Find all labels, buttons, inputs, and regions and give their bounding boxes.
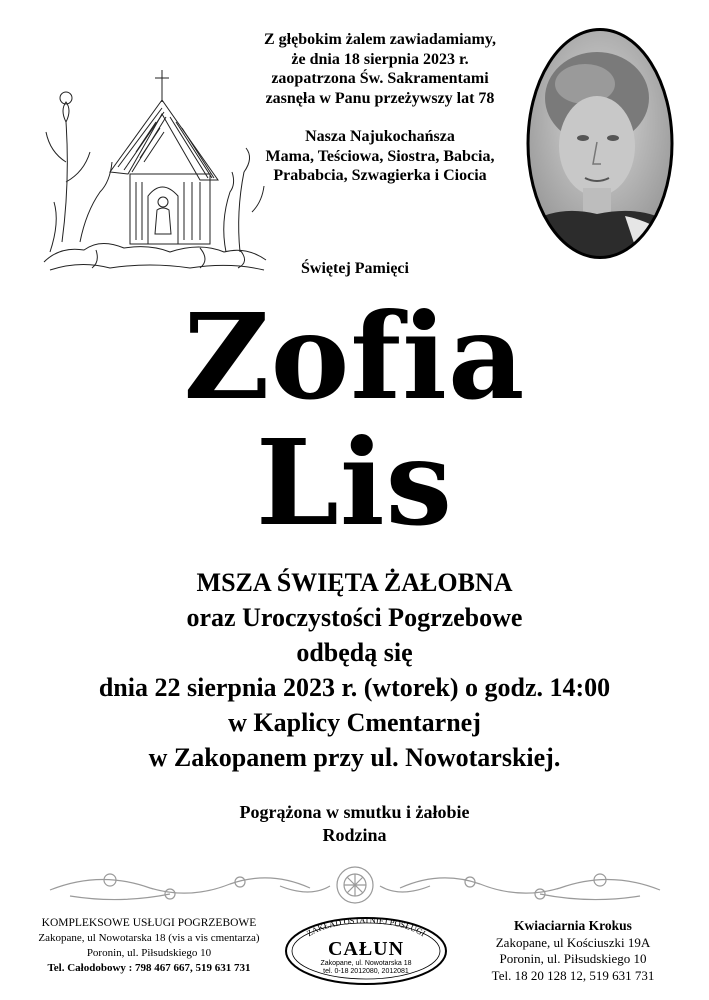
ornament-divider [40, 860, 670, 910]
mass-line: MSZA ŚWIĘTA ŻAŁOBNA [196, 568, 513, 597]
logo-name: CAŁUN [327, 938, 405, 960]
relation-line: Mama, Teściowa, Siostra, Babcia, [265, 147, 495, 165]
logo-address: Zakopane, ul. Nowotarska 18 [320, 960, 412, 967]
memory-label: Świętej Pamięci [301, 260, 409, 277]
florist-address: Poronin, ul. Piłsudskiego 10 [499, 951, 647, 966]
mass-details [0, 565, 709, 775]
announcement-text [230, 30, 530, 186]
funeral-services-phone: Tel. Całodobowy : 798 467 667, 519 631 731 [47, 962, 251, 974]
announcement-line: że dnia 18 sierpnia 2023 r. [291, 50, 469, 68]
mass-line: w Zakopanem przy ul. Nowotarskiej. [148, 743, 561, 772]
deceased-last-name: Lis [255, 413, 454, 552]
portrait-photo [525, 26, 675, 261]
family-line-1: Pogrążona w smutku i żałobie [239, 802, 470, 822]
logo-arc-text: ZAKŁAD OSTATNIEJ POSŁUGI [304, 914, 428, 939]
announcement-line: zaopatrzona Św. Sakramentami [271, 70, 489, 87]
family-signature [0, 801, 709, 847]
funeral-services-info [18, 916, 280, 976]
mass-line: dnia 22 sierpnia 2023 r. (wtorek) o godz. 14:00 [98, 673, 611, 702]
florist-address: Zakopane, ul Kościuszki 19A [495, 934, 651, 950]
funeral-services-title: KOMPLEKSOWE USŁUGI POGRZEBOWE [41, 917, 257, 929]
florist-phone: Tel. 18 20 128 12, 519 631 731 [491, 967, 655, 983]
relation-line: Prababcia, Szwagierka i Ciocia [273, 167, 487, 184]
calun-logo [282, 913, 450, 985]
family-line-2: Rodzina [322, 825, 387, 845]
relation-line: Nasza Najukochańsza [305, 128, 455, 145]
deceased-first-name: Zofia [183, 287, 526, 426]
mass-line: w Kaplicy Cmentarnej [228, 708, 481, 737]
funeral-services-address: Zakopane, ul Nowotarska 18 (vis a vis cmentarza) [38, 932, 260, 944]
announcement-line: zasnęła w Panu przeżywszy lat 78 [265, 89, 495, 107]
florist-title: Kwiaciarnia Krokus [514, 918, 632, 933]
logo-phone: tel. 0-18 2012080, 2012081 [323, 968, 409, 975]
mass-line: odbędą się [296, 638, 413, 667]
mass-line: oraz Uroczystości Pogrzebowe [186, 603, 523, 632]
spacer [230, 108, 530, 127]
florist-info [448, 918, 698, 984]
announcement-line: Z głębokim żalem zawiadamiamy, [264, 31, 496, 48]
funeral-services-address: Poronin, ul. Piłsudskiego 10 [86, 947, 212, 959]
